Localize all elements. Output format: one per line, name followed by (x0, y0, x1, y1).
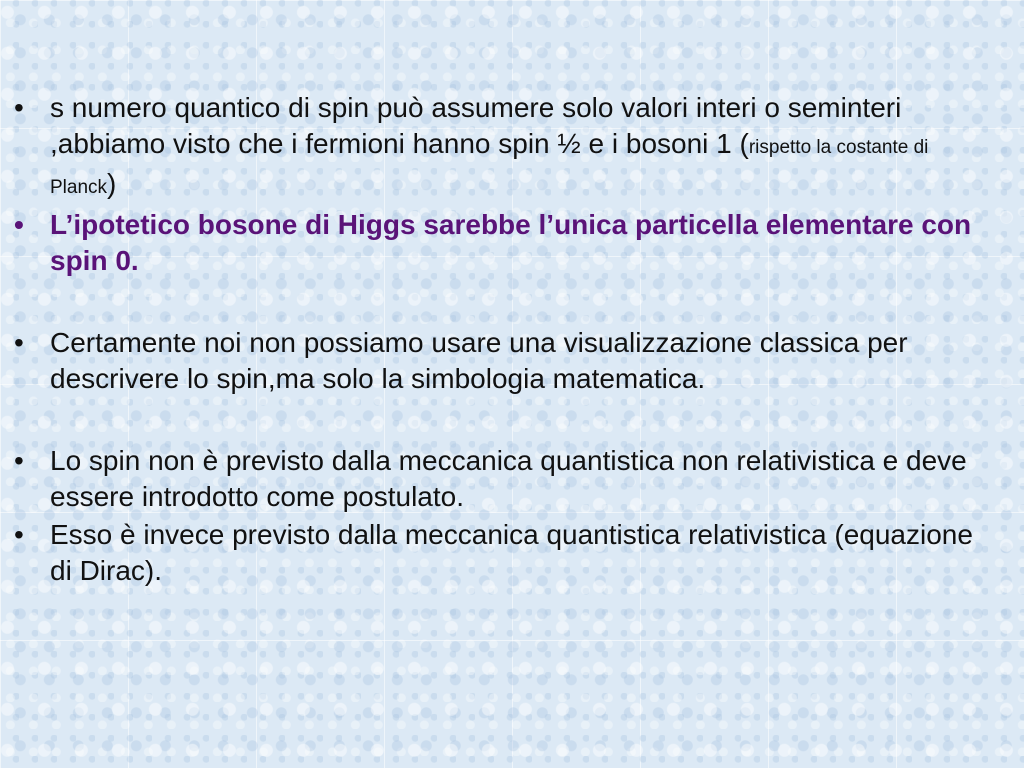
bullet-text: s numero quantico di spin può assumere solo valori interi o seminteri ,abbiamo visto che i fermioni hanno spin ½ e i bosoni 1 ( (50, 92, 902, 159)
bullet-marker: • (14, 519, 24, 550)
bullet-nonrelativistic (14, 443, 974, 515)
bullet-text: Certamente noi non possiamo usare una visualizzazione classica per descrivere lo spin,ma solo la simbologia matematica. (50, 327, 908, 394)
bullet-spin-values (14, 90, 974, 206)
bullet-higgs (14, 207, 974, 279)
bullet-note: rispetto la costante di Planck (50, 137, 929, 198)
bullet-marker: • (14, 92, 24, 123)
bullet-marker: • (14, 327, 24, 358)
bullet-list (14, 90, 974, 589)
bullet-text: Lo spin non è previsto dalla meccanica quantistica non relativistica e deve essere introdotto come postulato. (50, 445, 967, 512)
bullet-marker: • (14, 209, 24, 240)
bullet-closing: ) (107, 168, 117, 199)
bullet-text: L’ipotetico bosone di Higgs sarebbe l’unica particella elementare con spin 0. (50, 209, 972, 276)
bullet-visualization (14, 325, 974, 397)
bullet-text: Esso è invece previsto dalla meccanica quantistica relativistica (equazione di Dirac). (50, 519, 973, 586)
bullet-marker: • (14, 445, 24, 476)
bullet-relativistic (14, 517, 974, 589)
